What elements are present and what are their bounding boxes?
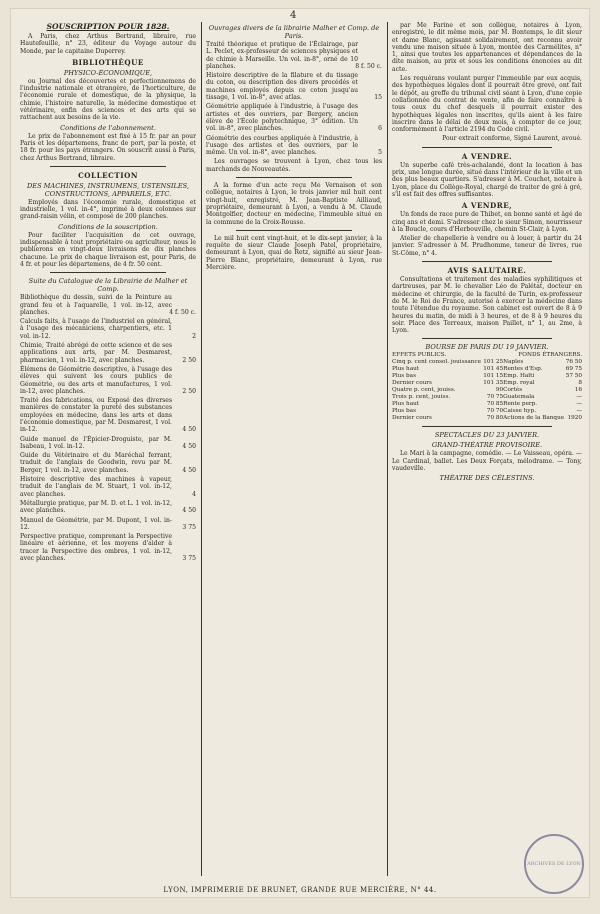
bourse-value-foreign: —: [576, 394, 582, 401]
conditions-subscription-text: Pour faciliter l'acquisition de cet ouvrage, indispensable à tout propriétaire ou agriculteur, nous le publierons en vingt-deux livraisons de dix planches chacune. Le prix de chaque livraison est, pour Paris, de 4 fr. et pour les départemens, de 4 fr. 50 cent.: [20, 231, 196, 268]
item-price: 4 50: [182, 507, 196, 515]
bourse-row: [392, 394, 582, 401]
bourse-value-foreign: 16: [574, 387, 582, 394]
item-title: Chimie, Traité abrégé de cette science et de ses applications aux arts, par M. Desmarest, pharmacien, 1 vol. in-12, avec planches.: [20, 342, 172, 364]
works-title: Ouvrages divers de la librairie Malher et Comp. de Paris.: [208, 24, 380, 40]
catalogue-item: [20, 452, 196, 474]
item-price: 3 75: [182, 523, 196, 531]
conditions-title: Conditions de l'abonnement.: [60, 123, 156, 132]
collection-subtitle: DES MACHINES, INSTRUMENS, USTENSILES, CONSTRUCTIONS, APPAREILS, ETC.: [26, 181, 190, 198]
printer-footer: LYON, IMPRIMERIE DE BRUNET, GRANDE RUE MERCIÈRE, N° 44.: [163, 886, 437, 894]
item-price: 5: [378, 149, 382, 157]
legal-signature: Pour extrait conforme, Signé Laurent, avoué.: [442, 135, 582, 143]
works-note: Les ouvrages se trouvent à Lyon, chez tous les marchands de Nouveautés.: [206, 158, 382, 173]
item-title: Élémens de Géométrie descriptive, à l'usage des élèves qui suivent les cours publics de Géométrie, ou des arts et manufactures, 1 vol. in-12, avec planches.: [20, 365, 172, 395]
item-title: Guide du Vétérinaire et du Maréchal ferrant, traduit de l'anglais de Goodwin, revu par M. Berger, 1 vol. in-12, avec planches.: [20, 452, 172, 474]
newspaper-page: [10, 8, 590, 898]
spectacles-subtitle: GRAND-THÉATRE PROVISOIRE.: [431, 441, 543, 450]
item-title: Histoire descriptive de la filature et du tissage du coton, ou description des divers procédés et machines employés depuis ce coton jusqu'au tissage, 1 vol. in-8°, avec atlas.: [206, 72, 358, 102]
stamp-text: ARCHIVES DE LYON: [527, 861, 581, 867]
sale-2-title: A VENDRE,: [461, 201, 513, 211]
bourse-row: [392, 415, 582, 422]
separator: [422, 147, 552, 148]
bourse-label: Trois p. cent, jouiss.: [392, 394, 451, 401]
column-1: [20, 22, 196, 876]
separator: [50, 272, 166, 273]
bourse-label: Dernier cours: [392, 415, 432, 422]
item-title: Perspective pratique, comprenant la Perspective linéaire et aérienne, et les moyens d'aider à tracer la Perspective des ombres, 1 vol. in-12, avec planches.: [20, 533, 172, 563]
bourse-head-right: FONDS ÉTRANGERS.: [518, 352, 582, 359]
legal-notice-1: A la forme d'un acte reçu Me Vernaison et son collègue, notaires à Lyon, le trois janvier mil huit cent vingt-huit, enregistré, M. Jean-Baptiste Ailliaud, propriétaire, demeurant à Lyon, a vendu à M. Claude Montgolfier, docteur en médecine, l'immeuble situé en la commune de la Croix-Rousse.: [206, 182, 382, 226]
column-2: [206, 22, 382, 876]
subscription-title: SOUSCRIPTION POUR 1828.: [46, 22, 170, 31]
bourse-value: 70 80: [486, 415, 504, 422]
column-3: [392, 22, 582, 876]
bourse-label-foreign: Naples: [503, 359, 524, 366]
catalogue-item: [20, 533, 196, 562]
item-price: 2: [192, 332, 196, 340]
bourse-table: [392, 352, 582, 422]
item-title: Manuel de Géométrie, par M. Dupont, 1 vol. in-12.: [20, 516, 172, 531]
avis-text: Consultations et traitement des maladies syphilitiques et dartreuses, par M. le chevalier Léo de Palétat, docteur en médecine et chirurgie, de la faculté de Turin, ex-professeur de M. le Roi de France, autorisé à exercer la médecine dans toute l'étendue du royaume. Son cabinet est ouvert de 8 à 9 heures du matin, de midi à 3 heures, et de 8 à 9 heures du soir. Place des Terreaux, maison Paillet, n° 1, au 2me, à Lyon.: [392, 276, 582, 335]
legal-notice-2: Le mil huit cent vingt-huit, et le dix-sept janvier, à la requête de sieur Claude Joseph Patel, propriétaire, demeurant à Lyon, quai de Retz, signifié au sieur Jean-Pierre Blanc, propriétaire, demeurant à Lyon, rue Mercière.: [206, 234, 382, 272]
bourse-value: 70 70: [486, 408, 504, 415]
bourse-label-foreign: Caisse hyp.: [503, 408, 537, 415]
bourse-value: 70 85: [486, 401, 504, 408]
bourse-value: 101 35: [483, 380, 504, 387]
bourse-label: Quatre p. cent, jouiss.: [392, 387, 456, 394]
separator: [422, 426, 552, 427]
collection-title: COLLECTION: [78, 170, 138, 180]
subscription-intro: A Paris, chez Arthus Bertrand, libraire, rue Hautefeuille, n° 23, éditeur du Voyage autour du Monde, par le capitaine Duperrey.: [20, 33, 196, 55]
spectacles-text: Le Mari à la campagne, comédie. — Le Vaisseau, opéra. — Le Cardinal, ballet. Les Deux Forçats, mélodrame. — Tony, vaudeville.: [392, 450, 582, 472]
bourse-title: BOURSE DE PARIS DU 19 JANVIER.: [425, 343, 549, 352]
item-price: 4: [192, 490, 196, 498]
page-number: 4: [290, 10, 297, 21]
avis-title: AVIS SALUTAIRE.: [447, 266, 527, 276]
bourse-label: Cinq p. cent consol. jouissance: [392, 359, 482, 366]
item-title: Géométrie des courbes appliquée à l'industrie, à l'usage des artistes et des ouvriers, par le même. Un vol. in-8°, avec planches.: [206, 134, 358, 157]
catalogue-item: [20, 436, 196, 451]
bourse-label: Plus haut: [392, 366, 420, 373]
catalogue-item: [20, 500, 196, 515]
bourse-label-foreign: Actions de la Banque: [503, 415, 565, 422]
bibliotheque-subtitle: PHYSICO-ÉCONOMIQUE,: [63, 68, 153, 77]
item-price: 4 50: [182, 466, 196, 474]
works-list: [206, 41, 382, 156]
conditions-subscription-title: Conditions de la souscription.: [58, 222, 158, 231]
bourse-value-foreign: 69 75: [565, 366, 582, 373]
bourse-row: [392, 359, 582, 366]
conditions-text: Le prix de l'abonnement est fixé à 15 fr. par an pour Paris et les départemens, franc de port, par la poste, et 18 fr. pour les pays étrangers. On souscrit aussi à Paris, chez Arthus Bertrand, libraire.: [20, 132, 196, 162]
legal-body: Les requérans voulant purger l'immeuble par eux acquis, des hypothèques légales dont il pourrait être grevé, ont fait le dépôt, au greffe du tribunal civil séant à Lyon, d'une copie collationnée du contrat de vente, afin de faire connaître à tous ceux du chef desquels il pourrait exister des hypothèques légales non inscrites, qu'ils aient à les faire inscrire dans le délai de deux mois, à compter de ce jour, conformément à l'article 2194 du Code civil.: [392, 75, 582, 134]
catalogue-item: [20, 517, 196, 532]
bourse-label: Dernier cours: [392, 380, 432, 387]
catalogue-item: [20, 476, 196, 498]
bourse-row: [392, 387, 582, 394]
sale-2-text: Un fonds de race pure de Thibet, en bonne santé et âgé de cinq ans et demi. S'adresser chez le sieur Simon, nourrisseur à la Boucle, cours d'Herbouville, chemin St-Clair, à Lyon.: [392, 211, 582, 233]
spectacles-title: SPECTACLES DU 23 JANVIER.: [434, 431, 540, 440]
bourse-label: Plus bas: [392, 373, 416, 380]
item-title: Histoire descriptive des machines à vapeur, traduit de l'anglais de M. Stuart, 1 vol. in-12, avec planches.: [20, 476, 172, 498]
item-price: 4 50: [182, 442, 196, 450]
item-price: 6: [378, 125, 382, 133]
bourse-label: Plus bas: [392, 408, 416, 415]
separator: [50, 166, 166, 167]
catalogue-item: [20, 366, 196, 395]
catalogue-item: [20, 318, 196, 340]
bourse-row: [392, 373, 582, 380]
catalogue-list: [20, 294, 196, 562]
bourse-value: 70 75: [486, 394, 504, 401]
bourse-value-foreign: 8: [578, 380, 582, 387]
sale-1-title: A VENDRE.: [461, 151, 513, 161]
catalogue-item: [206, 103, 382, 132]
catalogue-item: [20, 342, 196, 364]
item-price: 8 f. 50 c.: [355, 62, 382, 70]
catalogue-item: [20, 397, 196, 433]
item-price: 2 50: [182, 356, 196, 364]
bibliotheque-text: ou Journal des découvertes et perfectionnemens de l'industrie nationale et étrangère, de l'horticulture, de l'économie rurale et domestique, de la physique, la chimie, l'histoire naturelle, la médecine domestique et vétérinaire, enfin des sciences et des arts qui se rattachent aux besoins de la vie.: [20, 77, 196, 122]
bourse-label-foreign: Rente perp.: [503, 401, 538, 408]
catalogue-item: [20, 294, 196, 316]
catalogue-item: [206, 41, 382, 70]
bourse-value-foreign: 57 50: [565, 373, 582, 380]
bourse-row: [392, 380, 582, 387]
bourse-row: [392, 401, 582, 408]
item-price: 4 50: [182, 426, 196, 434]
item-title: Métallurgie pratique, par M. D. et L. 1 vol. in-12, avec planches.: [20, 499, 172, 515]
legal-top: par Me Farine et son collègue, notaires à Lyon, enregistré, le dit même mois, par M. Bontemps, le dit sieur et dame Blanc, agissant solidairement, ont reconnu avoir vendu une maison située à Lyon, montée des Carmélites, n° 1, ainsi que toutes les appartenances et dépendances de la dite maison, au prix et sous les conditions énoncées au dit acte.: [392, 22, 582, 73]
catalogue-title: Suite du Catalogue de la Librairie de Malher et Comp.: [28, 277, 188, 294]
bourse-label-foreign: Rentes d'Esp.: [503, 366, 543, 373]
separator: [236, 230, 352, 231]
bourse-value: 101 45: [483, 366, 504, 373]
bourse-label-foreign: Emp. Haïti: [503, 373, 535, 380]
separator: [422, 338, 552, 339]
bourse-value-foreign: —: [576, 401, 582, 408]
bourse-label-foreign: Guatemala: [503, 394, 535, 401]
bourse-row: [392, 408, 582, 415]
item-title: Bibliothèque du dessin, suivi de la Peinture au grand feu et à l'aquarelle, 1 vol. in-12, avec planches.: [20, 294, 172, 316]
bourse-value-foreign: 1920: [567, 415, 582, 422]
column-rule: [387, 22, 388, 876]
item-title: Traité théorique et pratique de l'Éclairage, par L. Peclet, ex-professeur de sciences physiques et de chimie à Marseille. Un vol. in-8°, orné de 10 planches.: [206, 41, 358, 70]
bourse-label-foreign: Cortès: [503, 387, 523, 394]
column-rule: [201, 22, 202, 876]
item-title: Guide manuel de l'Épicier-Droguiste, par M. Isabeau, 1 vol. in-12.: [20, 435, 172, 450]
bourse-row: [392, 366, 582, 373]
bibliotheque-title: BIBLIOTHÈQUE: [72, 57, 144, 67]
bourse-value-foreign: 76 50: [565, 359, 582, 366]
bourse-value: 90: [495, 387, 504, 394]
bourse-label-foreign: Emp. royal: [503, 380, 535, 387]
celestins-title: THÉATRE DES CÉLESTINS.: [439, 474, 535, 483]
separator: [422, 261, 552, 262]
item-title: Calculs faits, à l'usage de l'industriel en général, à l'usage des mécaniciens, charpentiers, etc. 1 vol. in-12.: [20, 318, 172, 340]
archive-stamp: [524, 834, 584, 894]
sale-3-text: Atelier de chapellerie à vendre ou à louer, à partir du 24 janvier. S'adresser à M. Prudhomme, teneur de livres, rue St-Côme, n° 4.: [392, 235, 582, 257]
bourse-label: Plus haut: [392, 401, 420, 408]
catalogue-item: [206, 72, 382, 101]
item-title: Traité des fabrications, ou Exposé des diverses manières de constater la pureté des substances employées en médecine, dans les arts et dans l'économie domestique, par M. Desmarest, 1 vol. in-12.: [20, 397, 172, 434]
item-price: 4 f. 50 c.: [169, 308, 196, 316]
catalogue-item: [206, 135, 382, 157]
item-title: Géométrie appliquée à l'industrie, à l'usage des artistes et des ouvriers, par Bergery, ancien élève de l'École polytechnique, 3° édition. Un vol. in-8°, avec planches.: [206, 103, 358, 133]
bourse-value: 101 15: [483, 373, 504, 380]
item-price: 3 75: [182, 555, 196, 563]
item-price: 15: [374, 94, 382, 102]
collection-text: Employés dans l'économie rurale, domestique et industrielle, 1 vol. in-4°, imprimé à deux colonnes sur grand-raisin vélin, et composé de 200 planches.: [20, 198, 196, 221]
bourse-value-foreign: —: [576, 408, 582, 415]
bourse-value: 101 25: [483, 359, 504, 366]
item-price: 2 50: [182, 387, 196, 395]
separator: [236, 177, 352, 178]
bourse-head-left: EFFETS PUBLICS.: [392, 352, 447, 359]
sale-1-text: Un superbe café très-achalandé, dont la location à bas prix, une longue durée, situé dans l'intérieur de la ville et un des plus beaux quartiers. S'adresser à M. Couchet, notaire à Lyon, place du Collège-Royal, chargé de traiter de gré à gré, s'il est fait des offres suffisantes.: [392, 161, 582, 198]
